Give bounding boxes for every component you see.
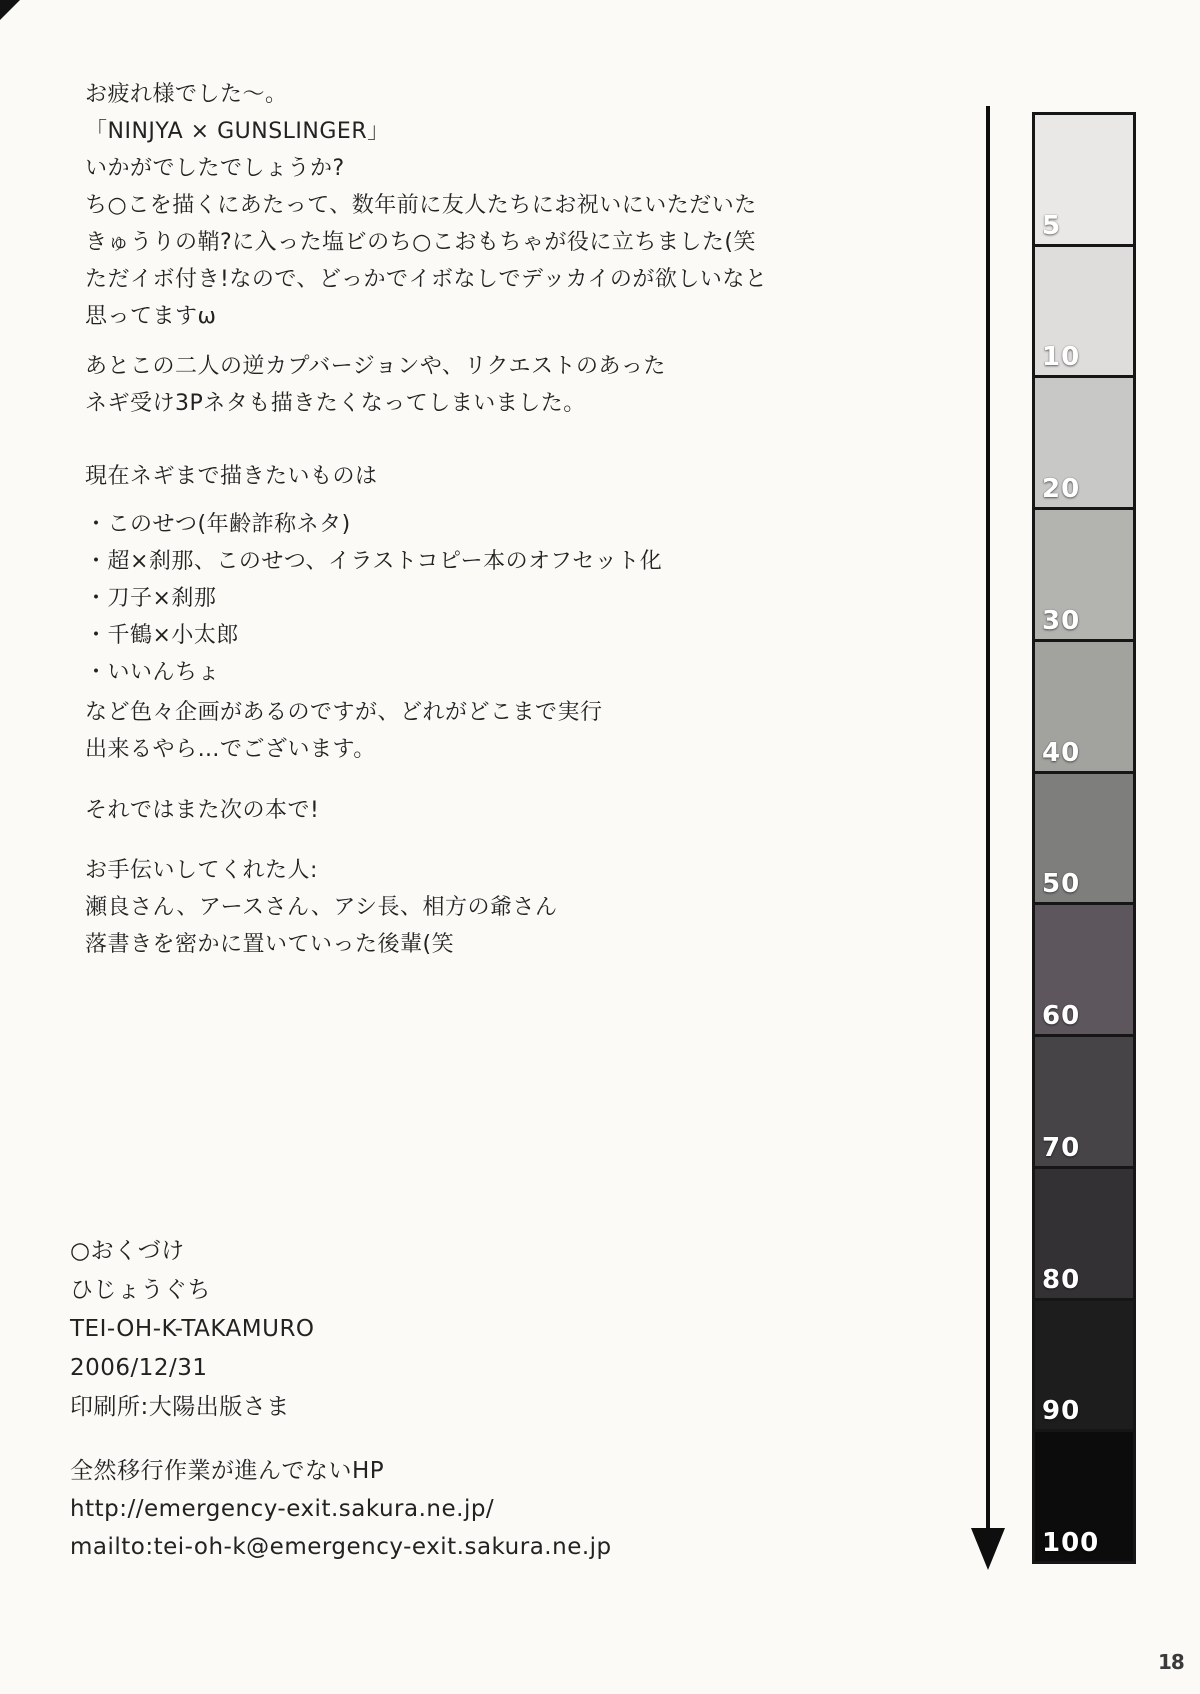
text-line: ち○こを描くにあたって、数年前に友人たちにお祝いにいただいた — [85, 193, 757, 218]
printer-credit: 印刷所:大陽出版さま — [70, 1394, 290, 1420]
text-line: 落書きを密かに置いていった後輩(笑 — [85, 932, 455, 957]
grayscale-cell-label: 20 — [1042, 474, 1081, 505]
text-line: お手伝いしてくれた人: — [85, 858, 318, 883]
text-line: いかがでしたでしょうか? — [85, 156, 345, 181]
text-line: それではまた次の本で! — [85, 798, 320, 823]
grayscale-cell-label: 100 — [1042, 1528, 1100, 1559]
page-number: 18 — [1158, 1650, 1184, 1674]
grayscale-cell — [1035, 1166, 1133, 1298]
grayscale-cell-label: 80 — [1042, 1264, 1081, 1295]
list-item: ・刀子×刹那 — [85, 586, 217, 611]
grayscale-cell — [1035, 771, 1133, 903]
thanks-list — [85, 852, 558, 963]
grayscale-cell — [1035, 1034, 1133, 1166]
afterword-paragraph-3 — [85, 458, 378, 495]
grayscale-cell-label: 5 — [1042, 210, 1062, 241]
text-line: 「NINJYA × GUNSLINGER」 — [85, 119, 390, 144]
down-arrow-icon — [971, 1528, 1005, 1570]
wishlist — [85, 506, 662, 691]
grayscale-cell — [1035, 1298, 1133, 1430]
website-info — [70, 1452, 612, 1566]
grayscale-cell-label: 60 — [1042, 1001, 1081, 1032]
grayscale-cell-label: 40 — [1042, 737, 1081, 768]
grayscale-cell — [1035, 507, 1133, 639]
list-item: ・このせつ(年齢詐称ネタ) — [85, 512, 351, 537]
scan-artifact-corner — [0, 0, 20, 20]
afterword-paragraph-1 — [85, 76, 767, 335]
text-line: 現在ネギまで描きたいものは — [85, 464, 378, 489]
grayscale-cell — [1035, 375, 1133, 507]
grayscale-cell-label: 90 — [1042, 1396, 1081, 1427]
afterword-paragraph-5 — [85, 792, 319, 829]
grayscale-cell — [1035, 902, 1133, 1034]
text-line: お疲れ様でした～。 — [85, 82, 288, 107]
grayscale-cell — [1035, 244, 1133, 376]
list-item: ・超×刹那、このせつ、イラストコピー本のオフセット化 — [85, 549, 663, 574]
grayscale-cell-label: 30 — [1042, 605, 1081, 636]
text-line: 思ってますω — [85, 304, 217, 329]
colophon — [70, 1232, 315, 1427]
colophon-title: ○おくづけ — [70, 1238, 185, 1264]
grayscale-bar — [1032, 112, 1136, 1564]
grayscale-cell — [1035, 1429, 1133, 1561]
text-line: 瀬良さん、アースさん、アシ長、相方の爺さん — [85, 895, 558, 920]
grayscale-cell-label: 10 — [1042, 342, 1081, 373]
grayscale-cell-label: 50 — [1042, 869, 1081, 900]
list-item: ・いいんちょ — [85, 660, 221, 685]
publish-date: 2006/12/31 — [70, 1355, 208, 1381]
grayscale-cell — [1035, 115, 1133, 244]
circle-name: ひじょうぐち — [70, 1277, 211, 1303]
grayscale-cell-label: 70 — [1042, 1132, 1081, 1163]
text-line: ネギ受け3Pネタも描きたくなってしまいました。 — [85, 391, 586, 416]
list-item: ・千鶴×小太郎 — [85, 623, 239, 648]
afterword-paragraph-2 — [85, 348, 666, 422]
website-url: http://emergency-exit.sakura.ne.jp/ — [70, 1496, 495, 1522]
down-arrow-shaft — [986, 106, 990, 1534]
text-line: など色々企画があるのですが、どれがどこまで実行 — [85, 700, 603, 725]
hp-note: 全然移行作業が進んでないHP — [70, 1458, 385, 1484]
grayscale-cell — [1035, 639, 1133, 771]
text-line: あとこの二人の逆カプバージョンや、リクエストのあった — [85, 354, 666, 379]
text-line: 出来るやら…でございます。 — [85, 737, 376, 762]
text-line: ただイボ付き!なので、どっかでイボなしでデッカイのが欲しいなと — [85, 267, 768, 292]
mail-address: mailto:tei-oh-k@emergency-exit.sakura.ne.jp — [70, 1534, 612, 1560]
author-name: TEI-OH-K-TAKAMURO — [70, 1316, 315, 1342]
text-line: きゅうりの鞘?に入った塩ビのち○こおもちゃが役に立ちました(笑 — [85, 230, 756, 255]
afterword-paragraph-4 — [85, 694, 603, 768]
